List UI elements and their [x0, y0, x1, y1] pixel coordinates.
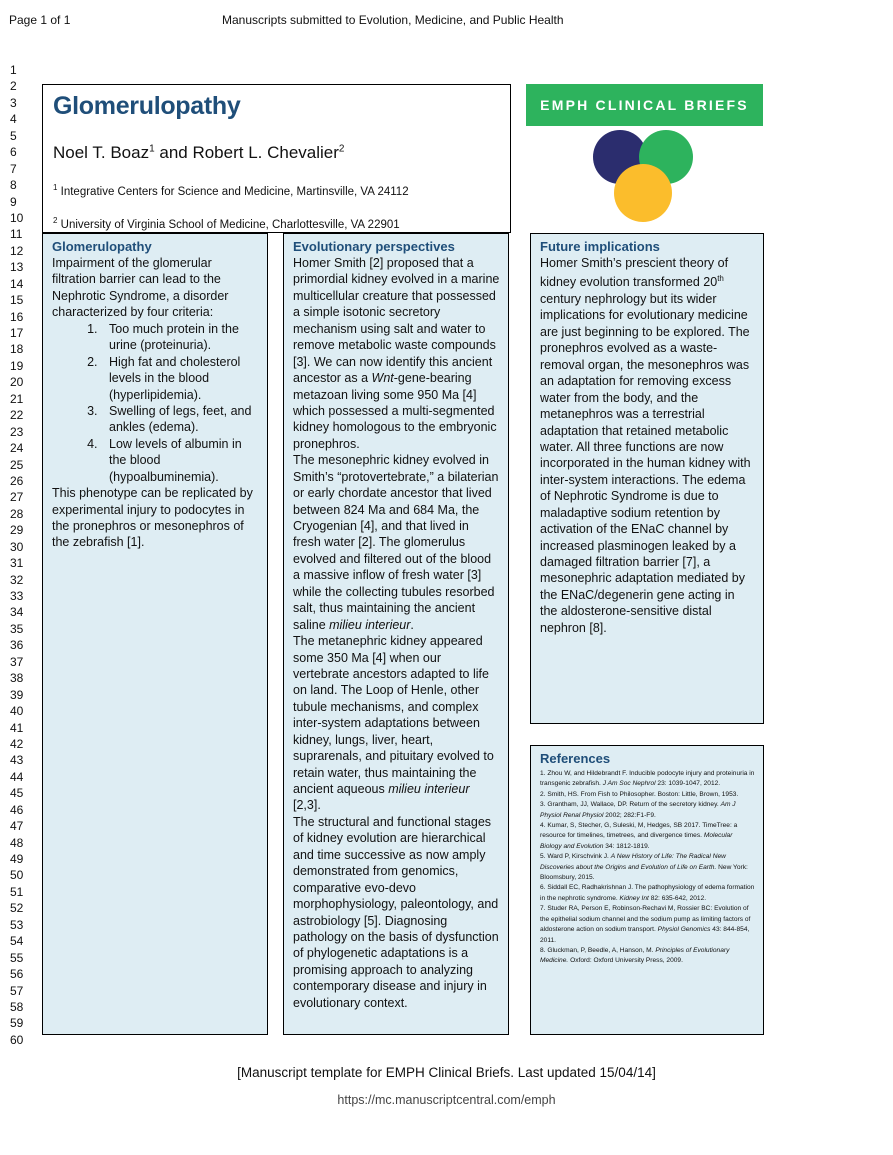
logo-circle-yellow: [614, 164, 672, 222]
criteria-list: [52, 321, 259, 485]
reference-item: 6. Siddall EC, Radhakrishnan J. The pathophysiology of edema formation in the nephrotic syndrome. Kidney Int 82: 635-642, 2012.: [540, 884, 755, 902]
line-number: 27: [10, 490, 24, 505]
line-number: 26: [10, 473, 24, 488]
box2-paragraph-4: The structural and functional stages of kidney evolution are hierarchical and time successive as now amply demonstrated from genomics, comparative evo-devo morphophysiology, paleontology, and astrobiology [5]. Diagnosing pathology on the basis of dysfunction of phylogenetic adaptations is a promising approach to analyzing contemporary disease and injury in evolutionary context.: [293, 814, 499, 1010]
line-number: 31: [10, 556, 24, 571]
authors-and: and: [154, 143, 193, 162]
line-number: 60: [10, 1032, 24, 1047]
reference-item: 8. Gluckman, P, Beedle, A, Hanson, M. Principles of Evolutionary Medicine. Oxford: Oxford University Press, 2009.: [540, 946, 730, 965]
criterion-3: 3. Swelling of legs, feet, and ankles (edema).: [101, 403, 259, 436]
line-number: 24: [10, 441, 24, 456]
line-number: 36: [10, 638, 24, 653]
criterion-2: 2. High fat and cholesterol levels in the blood (hyperlipidemia).: [101, 354, 259, 403]
brand-logo-icon: [590, 130, 700, 225]
line-number: 40: [10, 704, 24, 719]
line-number: 45: [10, 786, 24, 801]
box3-heading: Future implications: [540, 239, 660, 254]
box1-outro: This phenotype can be replicated by experimental injury to podocytes in the pronephros or mesonephros of the zebrafish [1].: [52, 486, 253, 550]
template-note: [Manuscript template for EMPH Clinical Briefs. Last updated 15/04/14]: [237, 1065, 656, 1080]
running-title: Manuscripts submitted to Evolution, Medicine, and Public Health: [222, 13, 564, 27]
line-number: 59: [10, 1016, 24, 1031]
line-number: 37: [10, 654, 24, 669]
line-number: 52: [10, 901, 24, 916]
glomerulopathy-box: [42, 233, 268, 1035]
reference-item: 5. Ward P, Kirschvink J. A New History of Life: The Radical New Discoveries about the Origins and Evolution of Life on Earth. New York: Bloomsbury, 2015.: [540, 853, 748, 882]
affiliation-1: $^1$ Integrative Centers for Science and Medicine, Martinsville, VA 24112: [53, 183, 409, 198]
line-number: 13: [10, 260, 24, 275]
line-number: 47: [10, 819, 24, 834]
line-number: 5: [10, 128, 17, 143]
page-number: Page 1 of 1: [9, 13, 71, 27]
box1-heading: Glomerulopathy: [52, 239, 152, 254]
line-number: 48: [10, 835, 24, 850]
line-number: 28: [10, 506, 24, 521]
line-number: 7: [10, 161, 17, 176]
line-number: 2: [10, 79, 17, 94]
author-1-affil: 1: [149, 143, 155, 155]
criterion-1: 1. Too much protein in the urine (proteinuria).: [101, 321, 259, 354]
line-number: 19: [10, 358, 24, 373]
line-number: 54: [10, 934, 24, 949]
box1-intro: Impairment of the glomerular filtration barrier can lead to the Nephrotic Syndrome, a disorder characterized by four criteria:: [52, 256, 229, 320]
line-number: 34: [10, 605, 24, 620]
line-number: 57: [10, 983, 24, 998]
box2-heading: Evolutionary perspectives: [293, 239, 455, 254]
line-number: 18: [10, 342, 24, 357]
evolutionary-perspectives-box: [283, 233, 509, 1035]
line-number: 23: [10, 424, 24, 439]
line-number: 16: [10, 309, 24, 324]
author-2: Robert L. Chevalier: [192, 143, 339, 162]
line-number: 32: [10, 572, 24, 587]
line-number: 3: [10, 95, 17, 110]
reference-item: 1. Zhou W, and Hildebrandt F. Inducible podocyte injury and proteinuria in transgenic zebrafish. J Am Soc Nephrol 23: 1039-1047, 2012.: [540, 770, 755, 788]
line-number: 15: [10, 293, 24, 308]
line-number: 12: [10, 243, 24, 258]
line-number: 55: [10, 950, 24, 965]
line-number: 33: [10, 589, 24, 603]
box2-paragraph-2: The mesonephric kidney evolved in Smith’s “protovertebrate,” a bilaterian or early chordate ancestor that lived between 824 Ma and 684 Ma, the Cryogenian [4], and that lived in fresh water [2]. The glomerulus evolved and filtered out of the blood a massive inflow of fresh water [3] while the collecting tubules resorbed salt, thus maintaining the ancient saline milieu interieur.: [293, 453, 499, 632]
author-1: Noel T. Boaz: [53, 143, 150, 162]
line-number: 1: [10, 63, 17, 77]
authors: [53, 143, 344, 163]
line-number: 53: [10, 917, 24, 932]
line-number: 6: [10, 145, 17, 160]
line-number: 41: [10, 720, 24, 735]
line-number: 50: [10, 868, 24, 883]
line-number: 30: [10, 539, 24, 554]
reference-item: 7. Studer RA, Person E, Robinson-Rechavi M, Rossier BC: Evolution of the epithelial sodium channel and the sodium pump as limiting factors of aldosterone action on sodium transport. Physiol Genomics 43: 844-854, 2011.: [540, 905, 751, 944]
line-number: 49: [10, 852, 24, 866]
box3-text: Homer Smith’s prescient theory of kidney evolution transformed 20th century nephrology but its wider implications for evolutionary medicine are just beginning to be explored. The pronephros evolved as a waste-removal organ, the mesonephros was an adaptation for removing excess water from the body, and the metanephros was a terrestrial adaptation that retained metabolic water. All three functions are now incorporated in the human kidney with inter-system interactions. The edema of Nephrotic Syndrome is due to maladaptive sodium retention by activation of the ENaC channel by increased plasminogen leaked by a damaged filtration barrier [7], a mesonephric adaptation mediated by the ENaC/degenerin gene acting in the aldosterone-sensitive distal nephron [8].: [540, 256, 751, 635]
line-number: 29: [10, 523, 24, 538]
line-number: 20: [10, 375, 24, 390]
page-title: Glomerulopathy: [53, 92, 241, 120]
line-number: 58: [10, 999, 24, 1014]
line-number: 10: [10, 210, 24, 225]
line-number: 17: [10, 326, 24, 340]
line-number: 38: [10, 671, 24, 686]
future-implications-box: [530, 233, 764, 724]
line-number: 56: [10, 967, 24, 982]
line-numbers: [10, 62, 30, 1048]
line-number: 44: [10, 769, 24, 784]
reference-item: 4. Kumar, S, Stecher, G, Suleski, M, Hedges, SB 2017. TimeTree: a resource for timelines, timetrees, and divergence times. Molecular Biology and Evolution 34: 1812-1819.: [540, 822, 738, 850]
line-number: 46: [10, 802, 24, 817]
box4-heading: References: [540, 751, 611, 766]
references-box: [530, 745, 764, 1035]
box2-paragraph-3: The metanephric kidney appeared some 350 Ma [4] when our vertebrate ancestors adapted to life on land. The Loop of Henle, other tubule mechanisms, and complex inter-system adaptations between kidney, lungs, liver, heart, suprarenals, and pituitary evolved to retain water, thus maintaining the ancient aqueous milieu interieur [2,3].: [293, 634, 494, 813]
line-number: 35: [10, 621, 24, 636]
line-number: 22: [10, 408, 24, 423]
line-number: 14: [10, 276, 24, 291]
line-number: 9: [10, 194, 17, 209]
line-number: 43: [10, 753, 24, 768]
journal-url-link[interactable]: https://mc.manuscriptcentral.com/emph: [337, 1093, 556, 1107]
affiliation-2: $^2$ University of Virginia School of Medicine, Charlottesville, VA 22901: [53, 216, 400, 231]
reference-list: [540, 769, 755, 967]
line-number: 51: [10, 884, 24, 899]
line-number: 8: [10, 178, 17, 193]
author-2-affil: 2: [338, 143, 345, 155]
line-number: 11: [10, 227, 23, 242]
line-number: 25: [10, 457, 24, 472]
line-number: 39: [10, 687, 24, 702]
line-number: 21: [10, 391, 24, 406]
journal-brand-banner: EMPH CLINICAL BRIEFS: [526, 84, 763, 126]
reference-item: 2. Smith, HS. From Fish to Philosopher. Boston: Little, Brown, 1953.: [540, 790, 739, 798]
line-number: 4: [10, 112, 17, 127]
line-number: 42: [10, 736, 24, 751]
box2-paragraph-1: Homer Smith [2] proposed that a primordial kidney evolved in a marine multicellular creature that possessed a simple isotonic secretory mechanism using salt and water to remove metabolic waste compounds [3]. We can now identify this ancient ancestor as a Wnt-gene-bearing metazoan living some 950 Ma [4] which possessed a multi-segmented kidney homologous to the embryonic pronephros.: [293, 256, 500, 451]
reference-item: 3. Grantham, JJ, Wallace, DP. Return of the secretory kidney. Am J Physiol Renal Physiol 2002; 282:F1-F9.: [540, 801, 736, 819]
criterion-4: 4. Low levels of albumin in the blood (hypoalbuminemia).: [101, 436, 259, 485]
